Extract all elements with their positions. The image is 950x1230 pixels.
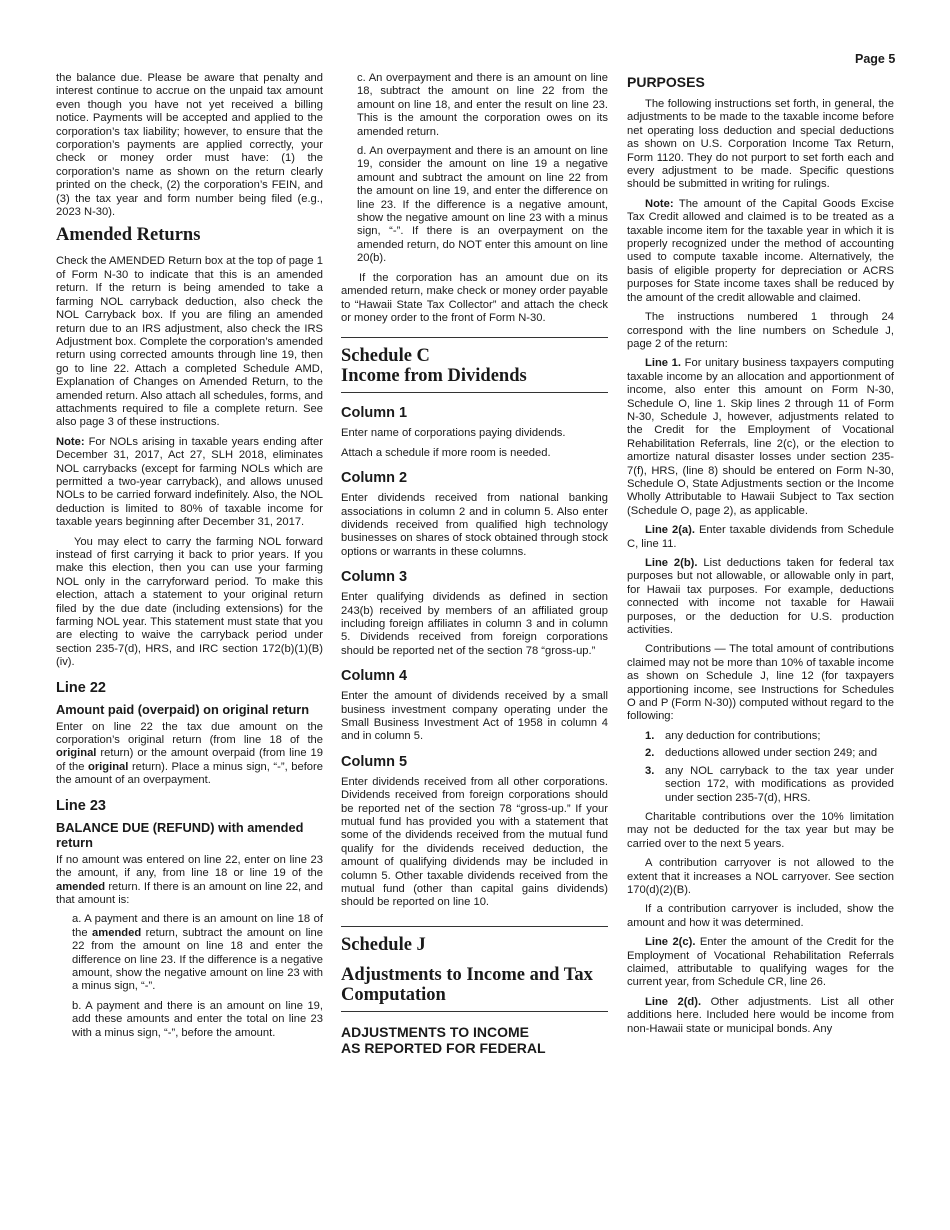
note-text: The amount of the Capital Goods Excise Tax Credit allowed and claimed is to be treated as a taxable income item for the taxable year in which it is properly recognized under the method of accounting used to compute taxable income. Alternatively, the basis of eligible property for depreciation or ACRS purposes for State income taxes shall be reduced by the amount of the credit allowable and claimed. bbox=[627, 197, 894, 304]
column3-paragraph: Enter qualifying dividends as defined in section 243(b) received by members of an affiliated group including foreign affiliates in column 3 and in column 5. Dividends received from foreign corporations should be reported net of the section 78 “gross-up.” bbox=[341, 591, 608, 657]
cgetc-note-paragraph bbox=[627, 198, 894, 305]
if-carryover-paragraph: If a contribution carryover is included, show the amount and how it was determined. bbox=[627, 903, 894, 929]
schedule-c-title-2: Income from Dividends bbox=[341, 366, 527, 387]
line2d-paragraph bbox=[627, 996, 894, 1036]
line23-text-2: return. If there is an amount on line 22, and that amount is: bbox=[56, 880, 323, 906]
purposes-heading: PURPOSES bbox=[627, 74, 705, 90]
adjustments-heading-1: ADJUSTMENTS TO INCOME bbox=[341, 1023, 529, 1040]
intro-paragraph: the balance due. Please be aware that penalty and interest continue to accrue on the unpaid tax amount even though you have not yet received a billing notice. Payments will be accepted and applied to the corporation’s tax liability; however, to ensure that the corporation’s payments are applied correctly, your check or money order must have: (1) the corporation’s name as shown on the return clearly printed on the check, (2) the corporation’s FEIN, and (3) the tax year and form number being filed (e.g., 2023 N-30). bbox=[56, 72, 323, 219]
line2c-paragraph bbox=[627, 936, 894, 990]
line22-paragraph bbox=[56, 721, 323, 788]
line2b-text: List deductions taken for federal tax purposes but not allowable, or allowable only in part, for Hawaii tax purposes. For example, deductions connected with income not taxable for Hawaii purposes, or the deduction for U.S. production activities. bbox=[627, 557, 894, 637]
charitable-paragraph: Charitable contributions over the 10% limitation may not be deducted for the tax year but may be carried over to the next 5 years. bbox=[627, 810, 894, 850]
divider bbox=[341, 337, 608, 338]
item-d-paragraph: d. An overpayment and there is an amount on line 19, consider the amount on line 19 a negative amount and subtract the amount on line 22 from the amount on line 19, and enter the difference on line 23. If the difference is a negative amount, show the negative amount on line 23 with a minus sign, “-”. If there is an overpayment on the amended return, do NOT enter this amount on line 20(b). bbox=[357, 145, 608, 265]
item-c-paragraph: c. An overpayment and there is an amount on line 18, subtract the amount on line 22 from the amount on line 18, and enter the result on line 23. This is the amount the corporation owes on its amended return. bbox=[357, 72, 608, 138]
item-a-bold: amended bbox=[92, 926, 142, 939]
contributions-list bbox=[627, 730, 894, 805]
schedule-j-subheading: Adjustments to Income and Tax Computation bbox=[341, 964, 593, 1005]
line2a-paragraph bbox=[627, 524, 894, 551]
list-item-text: deductions allowed under section 249; and bbox=[665, 747, 878, 760]
line22-bold-2: original bbox=[87, 760, 129, 773]
note-label: Note: bbox=[56, 435, 85, 448]
list-item-number: 2. bbox=[645, 747, 655, 760]
adjustments-heading-2: AS REPORTED FOR FEDERAL bbox=[341, 1039, 546, 1056]
line22-text-2: return) or the amount overpaid (from line 19 of the bbox=[56, 747, 323, 773]
column4-paragraph: Enter the amount of dividends received by a small business investment company operating under the Small Business Investment Act of 1958 in column 4 and in column 5. bbox=[341, 690, 608, 743]
line2b-label: Line 2(b). bbox=[645, 557, 698, 569]
item-a-text-1: a. A payment and there is an amount on line 18 of the bbox=[72, 913, 323, 939]
list-item bbox=[645, 747, 894, 760]
line23-paragraph bbox=[56, 854, 323, 908]
contributions-paragraph: Contributions — The total amount of contributions claimed may not be more than 10% of taxable income as shown on Schedule J, line 12 (for taxpayers apportioning income, see Instructions for Schedules O and P (Form N-30)) computed without regard to the following: bbox=[627, 643, 894, 723]
line23-heading: Line 23 bbox=[56, 797, 106, 814]
amended-paragraph: Check the AMENDED Return box at the top of page 1 of Form N-30 to indicate that this is an amended return. If the return is being amended to take a farming NOL carryback deduction, also check the NOL Carryback box. If you are filing an amended return due to an IRS adjustment, also check the IRS Adjustment box. Complete the corporation’s amended return using corrected amounts through line 19, then go to line 22. Attach a completed Schedule AMD, Explanation of Changes on Amended Return, to the amended return. Also attach all schedules, forms, and attachments required to file a complete return. See also page 3 of these instructions. bbox=[56, 255, 323, 429]
line2a-label: Line 2(a). bbox=[645, 524, 695, 537]
line2c-text: Enter the amount of the Credit for the Employment of Vocational Rehabilitation Referrals claimed, attributable to qualifying wages for the current year, from Schedule CR, line 26. bbox=[627, 936, 894, 989]
amount-due-paragraph: If the corporation has an amount due on its amended return, make check or money order payable to “Hawaii State Tax Collector” and attach the check or money order to the front of Form N-30. bbox=[341, 271, 608, 324]
line23-text-1: If no amount was entered on line 22, enter on line 23 the amount, if any, from line 18 or line 19 of the bbox=[56, 853, 323, 880]
divider bbox=[341, 1011, 608, 1012]
column5-heading: Column 5 bbox=[341, 753, 408, 770]
column4-heading: Column 4 bbox=[341, 668, 408, 685]
note-label: Note: bbox=[645, 197, 674, 210]
carryover-paragraph: A contribution carryover is not allowed to the extent that it increases a NOL carryover. See section 170(d)(2)(B). bbox=[627, 857, 894, 896]
list-item-text: any NOL carryback to the tax year under section 172, with modifications as provided under section 235-7(d), HRS. bbox=[665, 764, 894, 804]
purposes-paragraph: The following instructions set forth, in general, the adjustments to be made to the taxable income before net operating loss deduction and special deductions as shown on U.S. Corporation Income Tax Return, Form 1120. They do not purport to set forth each and every adjustment to be made. Specific questions should be submitted in writing for rulings. bbox=[627, 98, 894, 191]
list-item-number: 3. bbox=[645, 764, 655, 777]
line1-text: For unitary business taxpayers computing taxable income by an allocation and apportionment of income, also enter this amount on Form N-30, Schedule O, line 1. Skip lines 2 through 11 of Form N-30, Schedule J, however, adjustments related to the Credit for the Employment of Vocational Rehabilitation Referrals, line 2(c), or the election to amortize natural disaster losses under section 235-7(f), HRS, (line 8) should be entered on Form N-30, Schedule O, State Adjustments section or the Income Wholly Attributable to Hawaii Subject to Tax section (Schedule O, page 2), as applicable. bbox=[627, 357, 894, 517]
list-item bbox=[645, 730, 894, 743]
line1-paragraph bbox=[627, 357, 894, 518]
farming-nol-paragraph: You may elect to carry the farming NOL forward instead of first carrying it back to prior years. If you make this election, then you can use your farming NOL only in the carryforward period. To make this election, attach a statement to your original return filed by the due date (including extensions) for the farming NOL year. This statement must state that you are electing to waive the carryback period under section 235-7(d), HRS, and IRC section 172(b)(1)(B)(iv). bbox=[56, 535, 323, 669]
item-b-paragraph: b. A payment and there is an amount on line 19, add these amounts and enter the total on line 23 with a minus sign, “-”, before the amount. bbox=[72, 999, 323, 1039]
line2d-text: Other adjustments. List all other additions here. Included here would be income from non-Hawaii state or municipal bonds. Any bbox=[627, 995, 894, 1035]
numbered-intro-paragraph: The instructions numbered 1 through 24 correspond with the line numbers on Schedule J, page 2 of the return: bbox=[627, 311, 894, 350]
amended-returns-heading: Amended Returns bbox=[56, 225, 201, 246]
column1-paragraph-1: Enter name of corporations paying dividends. bbox=[341, 427, 566, 440]
column2-heading: Column 2 bbox=[341, 470, 408, 487]
column1-paragraph-2: Attach a schedule if more room is needed. bbox=[341, 446, 551, 459]
line22-text-3: return). Place a minus sign, “-”, before the amount of an overpayment. bbox=[56, 760, 323, 787]
divider bbox=[341, 926, 608, 927]
line23-subheading: BALANCE DUE (REFUND) with amended return bbox=[56, 819, 304, 850]
line23-bold-1: amended bbox=[56, 880, 106, 893]
list-item bbox=[645, 765, 894, 805]
page-number: Page 5 bbox=[855, 52, 896, 66]
line22-bold-1: original bbox=[56, 747, 97, 760]
line22-heading: Line 22 bbox=[56, 679, 106, 696]
line2c-label: Line 2(c). bbox=[645, 936, 696, 949]
line22-text-1: Enter on line 22 the tax due amount on the corporation’s original return (from line 18 of the bbox=[56, 720, 323, 747]
column1-heading: Column 1 bbox=[341, 405, 408, 422]
schedule-j-heading: Schedule J bbox=[341, 934, 426, 955]
note-text: For NOLs arising in taxable years ending after December 31, 2017, Act 27, SLH 2018, eliminates NOL carrybacks (except for farming NOLs which are permitted a two-year carryback), and allows unused NOLs to be carried forward indefinitely. Also, the NOL deduction is limited to 80% of taxable income for taxable years beginning after December 31, 2017. bbox=[56, 435, 323, 529]
line22-subheading: Amount paid (overpaid) on original return bbox=[56, 701, 310, 717]
column3-heading: Column 3 bbox=[341, 569, 408, 586]
column-left bbox=[56, 72, 323, 1046]
divider bbox=[341, 392, 608, 393]
line1-label: Line 1. bbox=[645, 357, 681, 370]
column-middle bbox=[341, 72, 608, 1060]
line2d-label: Line 2(d). bbox=[645, 995, 702, 1008]
line2b-paragraph bbox=[627, 557, 894, 637]
line2a-text: Enter taxable dividends from Schedule C, line 11. bbox=[627, 524, 894, 550]
column2-paragraph: Enter dividends received from national banking associations in column 2 and in column 5. Also enter dividends received from qualified high technology businesses on shares of stock obtained through stock options or warrants in these columns. bbox=[341, 492, 608, 558]
nol-note-paragraph bbox=[56, 436, 323, 530]
column5-paragraph: Enter dividends received from all other corporations. Dividends received from foreign corporations should be reported net of the section 78 “gross-up.” If your mutual fund has provided you with a statement that some of the dividends received from the mutual fund qualify for the dividends received deduction, the amount of qualifying dividends may be included in column 5. Other taxable dividends received from the mutual fund (other than capital gains dividends) should be reported on line 10. bbox=[341, 775, 608, 909]
schedule-c-heading bbox=[341, 346, 608, 386]
list-item-text: any deduction for contributions; bbox=[665, 729, 821, 742]
item-a-paragraph bbox=[56, 913, 323, 993]
schedule-c-title-1: Schedule C bbox=[341, 346, 430, 367]
item-a-text-2: return, subtract the amount on line 22 from the amount on line 18 and enter the difference on line 23. If the difference is a negative amount, show the negative amount on line 23 with a minus sign, “-”. bbox=[72, 926, 323, 993]
column-right bbox=[627, 72, 894, 1042]
adjustments-heading bbox=[341, 1024, 608, 1056]
list-item-number: 1. bbox=[645, 729, 655, 742]
